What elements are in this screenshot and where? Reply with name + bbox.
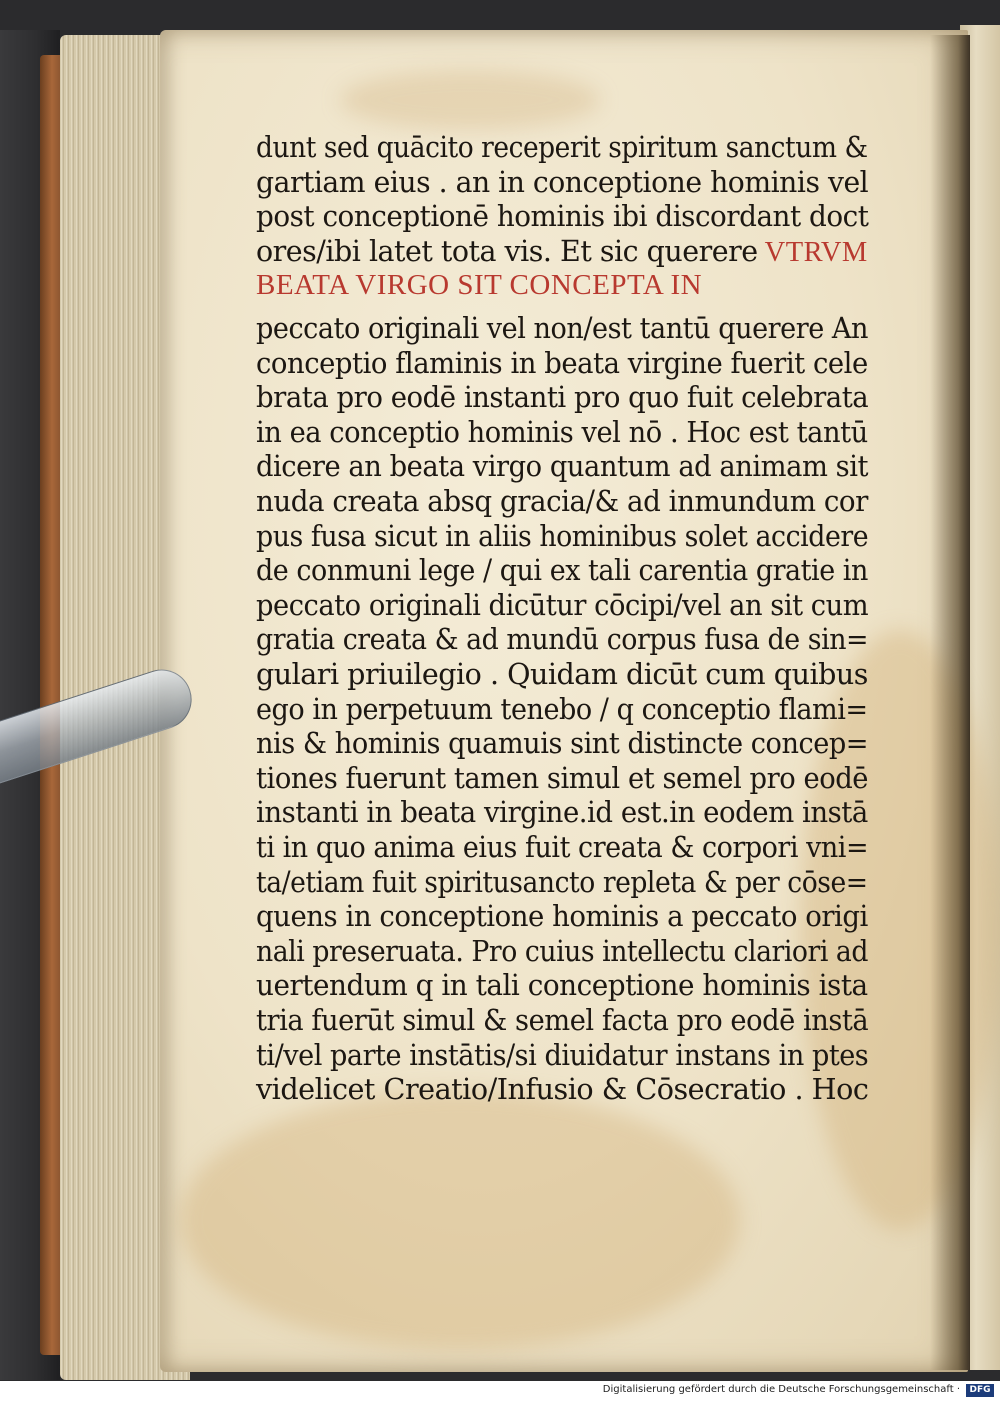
text-line-content: gulari priuilegio . Quidam dicūt cum quibus	[256, 657, 868, 691]
text-line-content: tria fuerūt simul & semel facta pro eodē instā	[256, 1003, 869, 1037]
text-line-content: instanti in beata virgine.id est.in eodem instā	[256, 795, 868, 830]
water-stain	[340, 70, 600, 130]
text-line	[256, 345, 868, 380]
text-line	[256, 518, 869, 553]
text-line-content: tiones fuerunt tamen simul et semel pro eodē	[256, 760, 869, 795]
text-line-content: ego in perpetuum tenebo / q conceptio flami=	[256, 691, 868, 726]
text-line	[256, 1037, 869, 1072]
text-line-content: gartiam eius . an in conceptione hominis vel	[256, 164, 869, 199]
page-gutter	[930, 35, 970, 1370]
text-line	[256, 380, 869, 415]
text-line	[256, 164, 869, 199]
text-line-content: peccato originali dicūtur cōcipi/vel an sit cum	[256, 587, 869, 622]
text-line-content: nuda creata absq gracia/& ad inmundum cor	[256, 484, 868, 518]
text-line-content: BEATA VIRGO SIT CONCEPTA IN	[256, 269, 703, 302]
text-line-content: in ea conceptio hominis vel nō . Hoc est tantū	[256, 414, 868, 449]
text-line	[256, 199, 869, 234]
text-line	[256, 864, 868, 899]
text-line-content: ta/etiam fuit spiritusancto repleta & per cōse=	[256, 864, 868, 899]
text-line	[256, 933, 868, 968]
text-line-content: peccato originali vel non/est tantū querere An	[256, 311, 869, 345]
text-line-content: pus fusa sicut in aliis hominibus solet accidere	[256, 518, 869, 553]
text-line-content: dicere an beata virgo quantum ad animam sit	[256, 449, 868, 484]
digitization-credit: Digitalisierung gefördert durch die Deutsche Forschungsgemeinschaft ·	[602, 1384, 960, 1395]
text-line	[256, 830, 869, 864]
text-line	[256, 414, 868, 449]
text-line-content: nali preseruata. Pro cuius intellectu clariori ad	[256, 933, 868, 968]
text-line	[256, 130, 868, 164]
text-line-content: ti/vel parte instātis/si diuidatur instans in ptes	[256, 1037, 869, 1072]
text-line	[256, 553, 868, 588]
text-line	[256, 311, 869, 345]
text-line-content: de conmuni lege / qui ex tali carentia gratie in	[256, 553, 868, 588]
text-line-content: videlicet Creatio/Infusio & Cōsecratio . Hoc	[256, 1072, 869, 1107]
text-line-content: uertendum q in tali conceptione hominis ista	[256, 968, 868, 1003]
text-line-content: ti in quo anima eius fuit creata & corpori vni=	[256, 830, 869, 864]
text-line	[256, 657, 868, 691]
text-line-content: quens in conceptione hominis a peccato origi	[256, 899, 868, 934]
text-line	[256, 622, 869, 657]
text-line	[256, 1003, 869, 1037]
text-line-content: dunt sed quācito receperit spiritum sanctum &	[256, 130, 868, 164]
text-line	[256, 899, 868, 934]
text-line	[256, 449, 868, 484]
text-line-content: brata pro eodē instanti pro quo fuit celebrata	[256, 380, 869, 415]
text-line	[256, 233, 868, 268]
dfg-logo: DFG	[966, 1384, 994, 1397]
text-line	[256, 1072, 869, 1107]
text-line	[256, 795, 868, 830]
text-line	[256, 271, 702, 300]
text-line	[256, 587, 869, 622]
water-stain	[180, 1090, 740, 1350]
text-line	[256, 968, 868, 1003]
text-line-content: post conceptionē hominis ibi discordant doct	[256, 199, 869, 234]
text-line-content: gratia creata & ad mundū corpus fusa de sin=	[256, 622, 869, 657]
text-line	[256, 484, 868, 518]
text-line	[256, 691, 868, 726]
rubric-text: VTRVM	[757, 235, 868, 268]
text-line-content: nis & hominis quamuis sint distincte concep=	[256, 726, 869, 761]
text-line-content: ores/ibi latet tota vis. Et sic querere	[256, 233, 758, 268]
text-line	[256, 726, 869, 761]
text-line	[256, 760, 869, 795]
text-line-content: conceptio flaminis in beata virgine fuerit cele	[256, 345, 868, 380]
